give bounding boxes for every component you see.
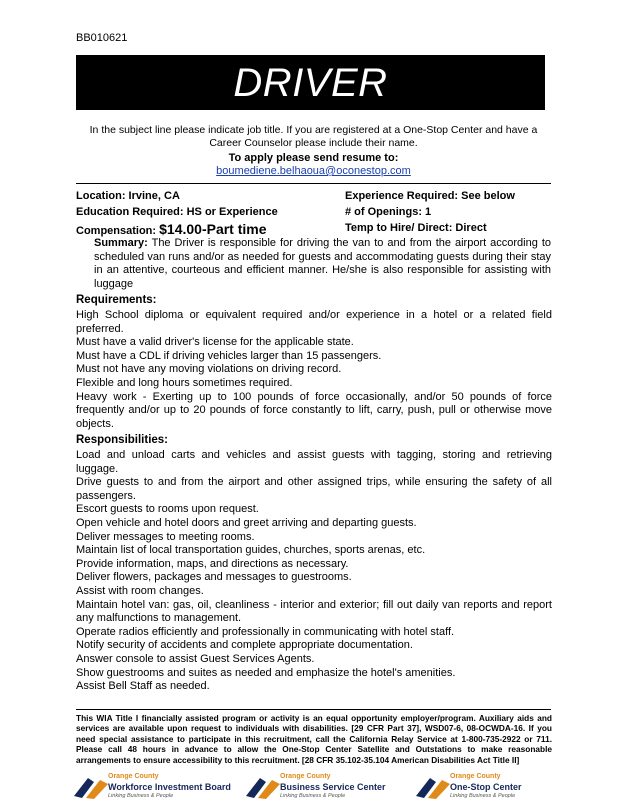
list-item: Maintain hotel van: gas, oil, cleanliness - interior and exterior; fill out daily van reports and report any malfunctions to management.	[76, 598, 552, 625]
education-field: Education Required: HS or Experience	[76, 206, 278, 218]
intro-text: In the subject line please indicate job title. If you are registered at a One-Stop Center and have a Career Counselor please include their name.	[89, 124, 538, 149]
compensation-label: Compensation:	[76, 225, 157, 237]
title-banner	[76, 55, 545, 110]
openings-field: # of Openings: 1	[345, 206, 432, 218]
logo-line1: Orange County	[450, 773, 501, 780]
list-item: Operate radios efficiently and professionally in communicating with hotel staff.	[76, 625, 455, 638]
legal-footer: This WIA Title I financially assisted program or activity is an equal opportunity employer/program. Auxiliary aids and services are available upon request to individuals with disabilities. [29 CFR Part 37], WSD07-6, 08-OCWDA-16. If you need special assistance to participate in this recruitment, call the California Relay Service at 1-800-735-2922 or 711. Please call 48 hours in advance to allow the One-Stop Center Satellite and Outstations to make reasonable arrangements to ensure accessibility to this recruitment. [28 CFR 35.102-35.104 American Disabilities Act Title II]	[76, 713, 552, 765]
list-item: Deliver flowers, packages and messages to guestrooms.	[76, 571, 352, 584]
summary-label: Summary:	[94, 237, 148, 249]
logo-line2: Business Service Center	[280, 782, 386, 792]
email-link[interactable]: boumediene.belhaoua@oconestop.com	[216, 165, 411, 177]
list-item: Provide information, maps, and directions as necessary.	[76, 557, 349, 570]
experience-field: Experience Required: See below	[345, 190, 515, 202]
divider-bottom	[76, 709, 551, 710]
list-item: Drive guests to and from the airport and other assigned trips, while ensuring the safety of all passengers.	[76, 476, 552, 502]
list-item: Notify security of accidents and complete appropriate documentation.	[76, 639, 413, 652]
logo-line1: Orange County	[280, 773, 331, 780]
compensation-value: $14.00-Part time	[159, 221, 267, 237]
responsibilities-list	[76, 449, 552, 694]
apply-heading: To apply please send resume to:	[228, 152, 399, 164]
list-item: Assist with room changes.	[76, 584, 204, 597]
logo-tagline: Linking Business & People	[108, 793, 174, 799]
logo-tagline: Linking Business & People	[450, 793, 516, 799]
requirements-heading: Requirements:	[76, 294, 157, 306]
logo-line1: Orange County	[108, 773, 159, 780]
swoosh-logo-icon	[414, 772, 452, 800]
summary-section	[94, 237, 551, 291]
list-item: Assist Bell Staff as needed.	[76, 680, 210, 693]
document-code: BB010621	[76, 32, 128, 44]
temp-to-hire-field: Temp to Hire/ Direct: Direct	[345, 222, 487, 234]
list-item: Must not have any moving violations on driving record.	[76, 363, 342, 376]
requirements-list	[76, 309, 552, 431]
swoosh-logo-icon	[72, 772, 110, 800]
job-title: DRIVER	[233, 61, 388, 105]
logo-line2: Workforce Investment Board	[108, 782, 231, 792]
list-item: Heavy work - Exerting up to 100 pounds of force occasionally, and/or 50 pounds of force frequently and/or up to 20 pounds of force constantly to lift, carry, push, pull or otherwise move objects.	[76, 390, 552, 430]
responsibilities-heading: Responsibilities:	[76, 434, 169, 446]
divider-top	[76, 183, 551, 184]
list-item: Must have a valid driver's license for the applicable state.	[76, 336, 354, 349]
list-item: Show guestrooms and suites as needed and emphasize the hotel's amenities.	[76, 666, 456, 679]
summary-text: The Driver is responsible for driving the van to and from the airport according to scheduled van runs and/or as needed for guests and accommodating guests during their stay in an attentive, courteous and efficient manner. He/she is also responsible for assisting with luggage	[94, 237, 551, 290]
list-item: Answer console to assist Guest Services Agents.	[76, 652, 315, 665]
list-item: Open vehicle and hotel doors and greet arriving and departing guests.	[76, 516, 417, 529]
list-item: High School diploma or equivalent required and/or experience in a hotel or a related field preferred.	[76, 309, 552, 335]
list-item: Must have a CDL if driving vehicles larger than 15 passengers.	[76, 349, 382, 362]
compensation-field	[76, 221, 267, 237]
list-item: Escort guests to rooms upon request.	[76, 503, 259, 516]
list-item: Maintain list of local transportation guides, churches, sports arenas, etc.	[76, 544, 426, 557]
list-item: Flexible and long hours sometimes required.	[76, 376, 293, 389]
logo-tagline: Linking Business & People	[280, 793, 346, 799]
list-item: Load and unload carts and vehicles and assist guests with tagging, storing and retrieving luggage.	[76, 449, 552, 475]
location-field: Location: Irvine, CA	[76, 190, 180, 202]
swoosh-logo-icon	[244, 772, 282, 800]
logo-line2: One-Stop Center	[450, 782, 522, 792]
list-item: Deliver messages to meeting rooms.	[76, 530, 255, 543]
